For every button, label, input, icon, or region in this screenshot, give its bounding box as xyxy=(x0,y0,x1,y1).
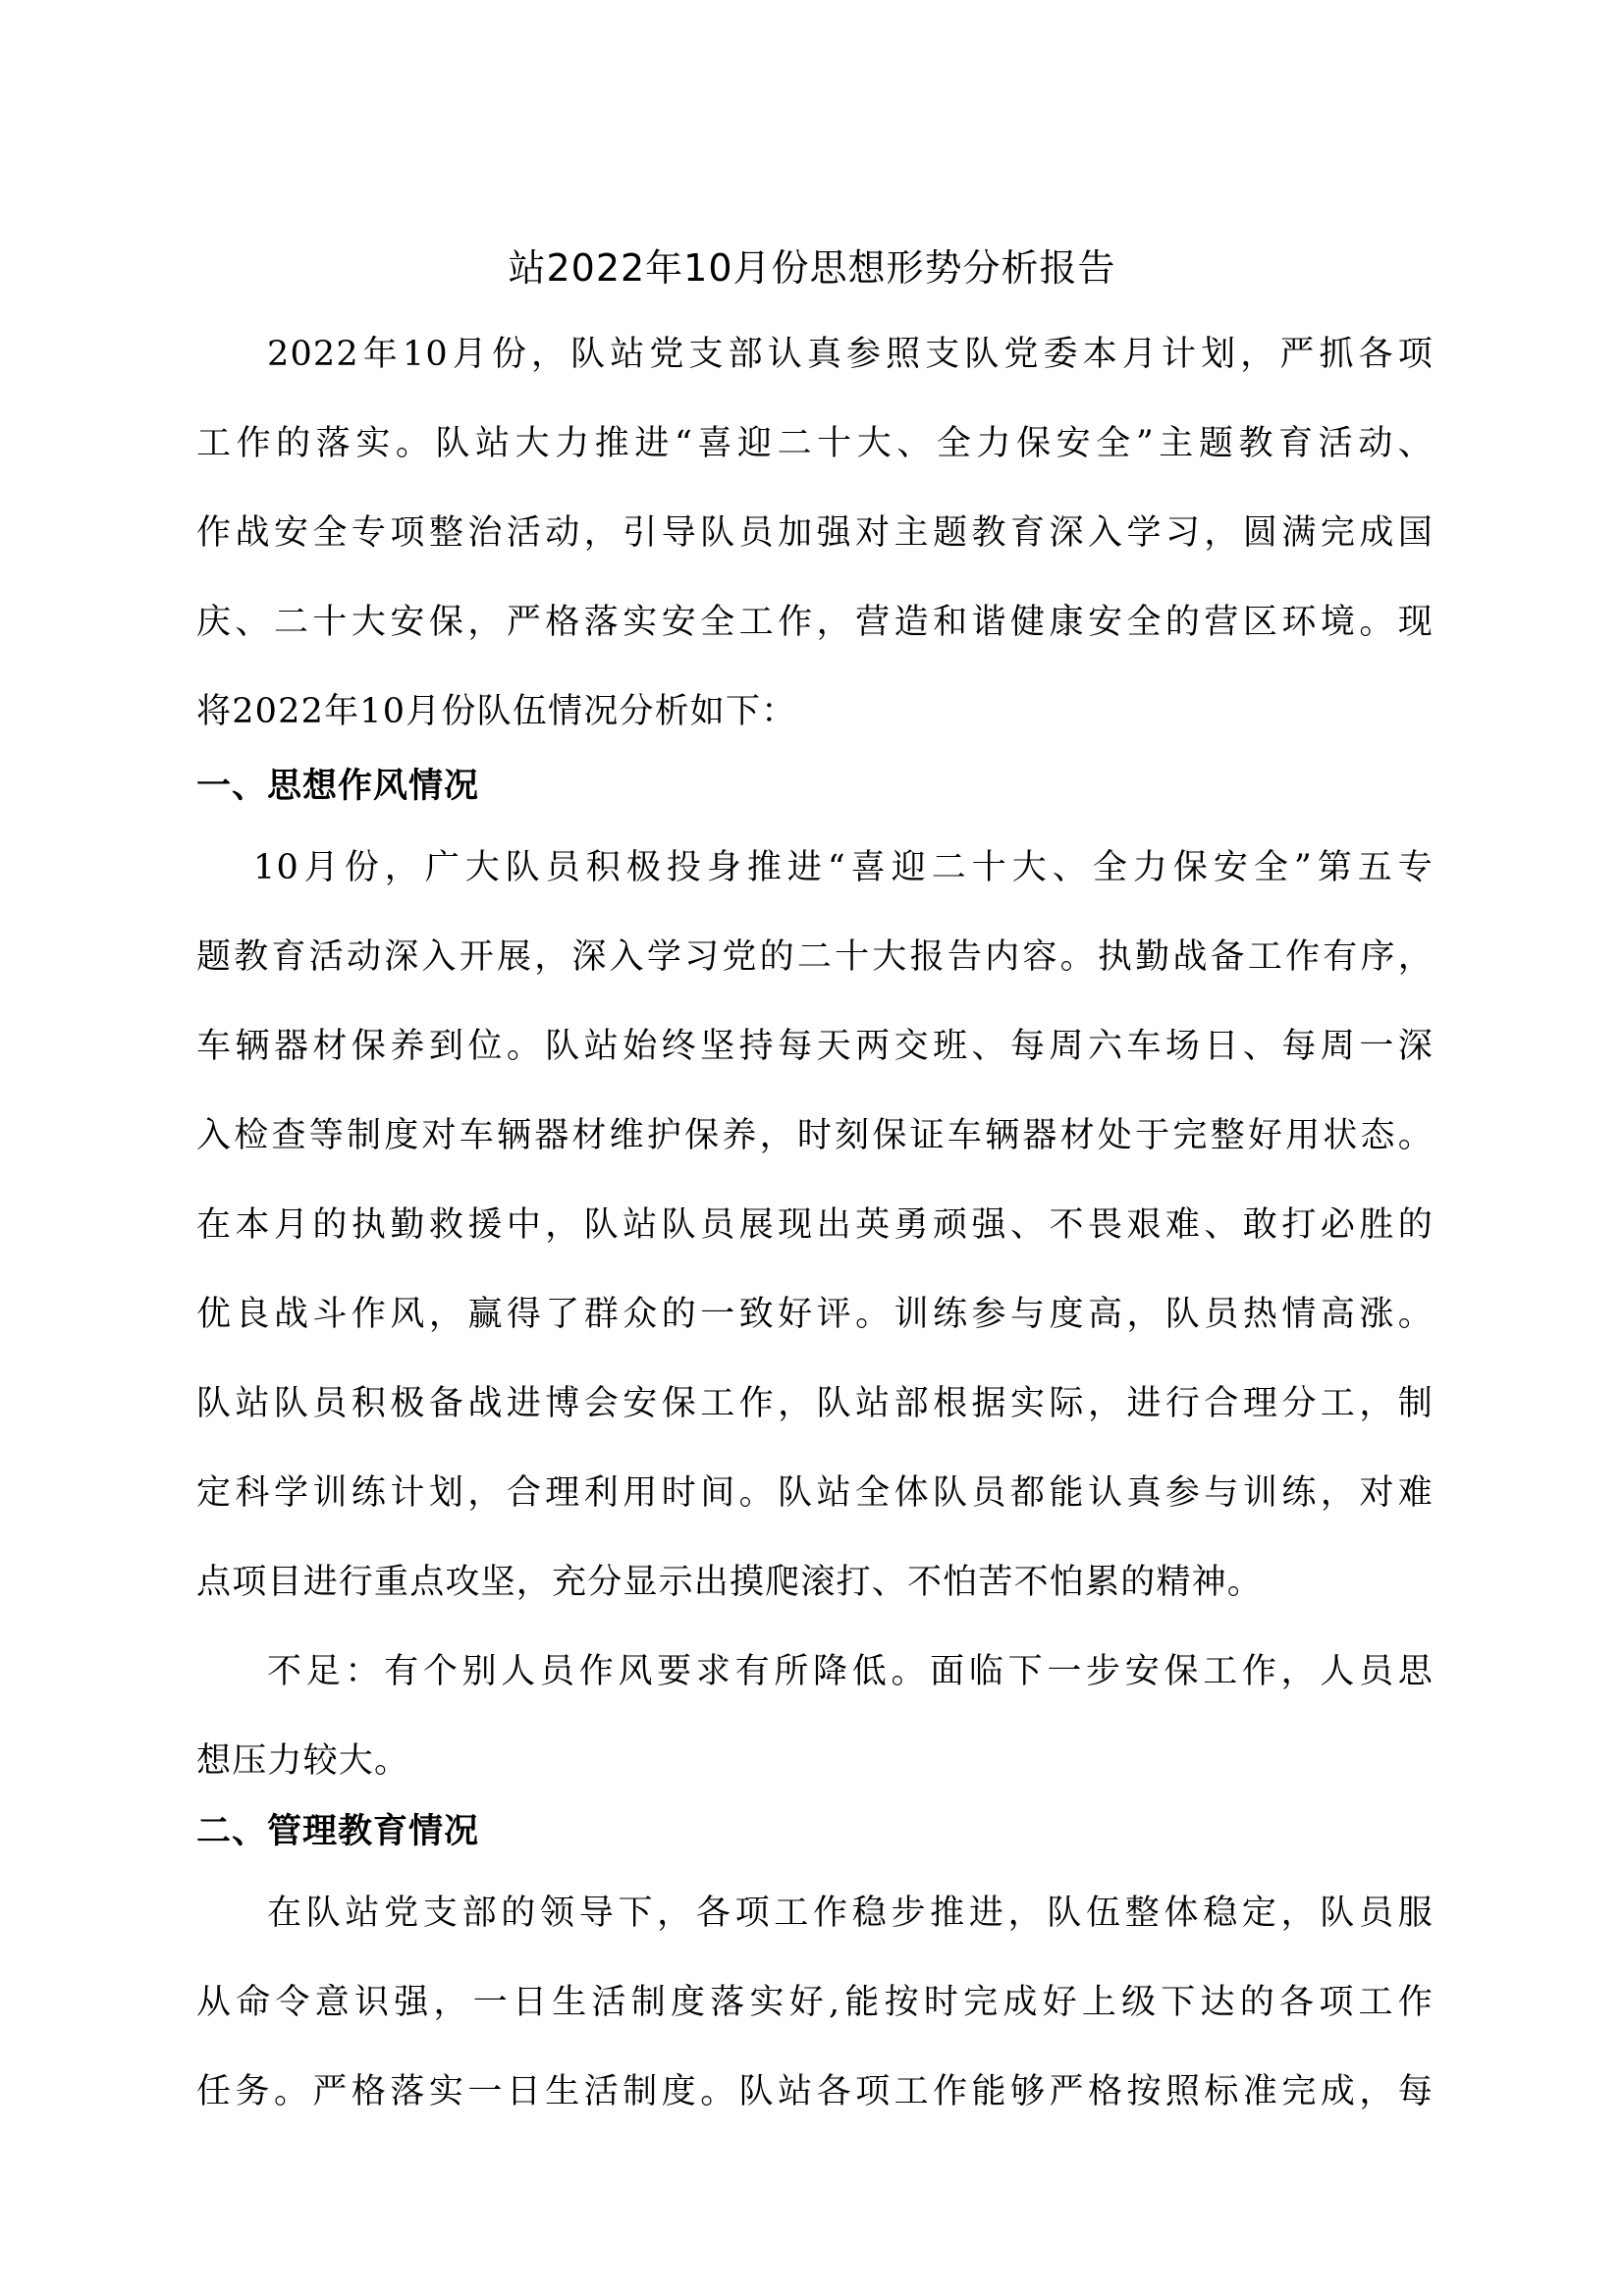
intro-line: 作战安全专项整治活动，引导队员加强对主题教育深入学习，圆满完成国 xyxy=(196,513,1434,553)
paragraph-line: 车辆器材保养到位。队站始终坚持每天两交班、每周六车场日、每周一深 xyxy=(196,1027,1434,1066)
paragraph-line: 从命令意识强，一日生活制度落实好,能按时完成好上级下达的各项工作 xyxy=(196,1983,1434,2022)
paragraph-line: 任务。严格落实一日生活制度。队站各项工作能够严格按照标准完成，每 xyxy=(196,2072,1434,2111)
paragraph-line: 10月份，广大队员积极投身推进“喜迎二十大、全力保安全”第五专 xyxy=(253,848,1434,887)
section-heading-2: 二、管理教育情况 xyxy=(196,1812,480,1851)
paragraph-line: 点项目进行重点攻坚，充分显示出摸爬滚打、不怕苦不怕累的精神。 xyxy=(196,1563,1264,1602)
paragraph-line: 定科学训练计划，合理利用时间。队站全体队员都能认真参与训练，对难 xyxy=(196,1473,1434,1513)
intro-line: 工作的落实。队站大力推进“喜迎二十大、全力保安全”主题教育活动、 xyxy=(196,424,1434,463)
intro-line: 将2022年10月份队伍情况分析如下： xyxy=(196,692,797,731)
intro-line: 庆、二十大安保，严格落实安全工作，营造和谐健康安全的营区环境。现 xyxy=(196,603,1434,642)
shortcoming-line: 想压力较大。 xyxy=(196,1741,410,1781)
paragraph-line: 题教育活动深入开展，深入学习党的二十大报告内容。执勤战备工作有序， xyxy=(196,937,1434,977)
paragraph-line: 入检查等制度对车辆器材维护保养，时刻保证车辆器材处于完整好用状态。 xyxy=(196,1116,1434,1155)
paragraph-line: 在队站党支部的领导下，各项工作稳步推进，队伍整体稳定，队员服 xyxy=(267,1894,1434,1933)
intro-line: 2022年10月份，队站党支部认真参照支队党委本月计划，严抓各项 xyxy=(267,335,1434,374)
document-title: 站2022年10月份思想形势分析报告 xyxy=(508,246,1116,290)
paragraph-line: 优良战斗作风，赢得了群众的一致好评。训练参与度高，队员热情高涨。 xyxy=(196,1295,1434,1334)
section-heading-1: 一、思想作风情况 xyxy=(196,767,480,806)
paragraph-line: 在本月的执勤救援中，队站队员展现出英勇顽强、不畏艰难、敢打必胜的 xyxy=(196,1205,1434,1245)
paragraph-line: 队站队员积极备战进博会安保工作，队站部根据实际，进行合理分工，制 xyxy=(196,1384,1434,1423)
shortcoming-line: 不足：有个别人员作风要求有所降低。面临下一步安保工作，人员思 xyxy=(267,1652,1434,1691)
